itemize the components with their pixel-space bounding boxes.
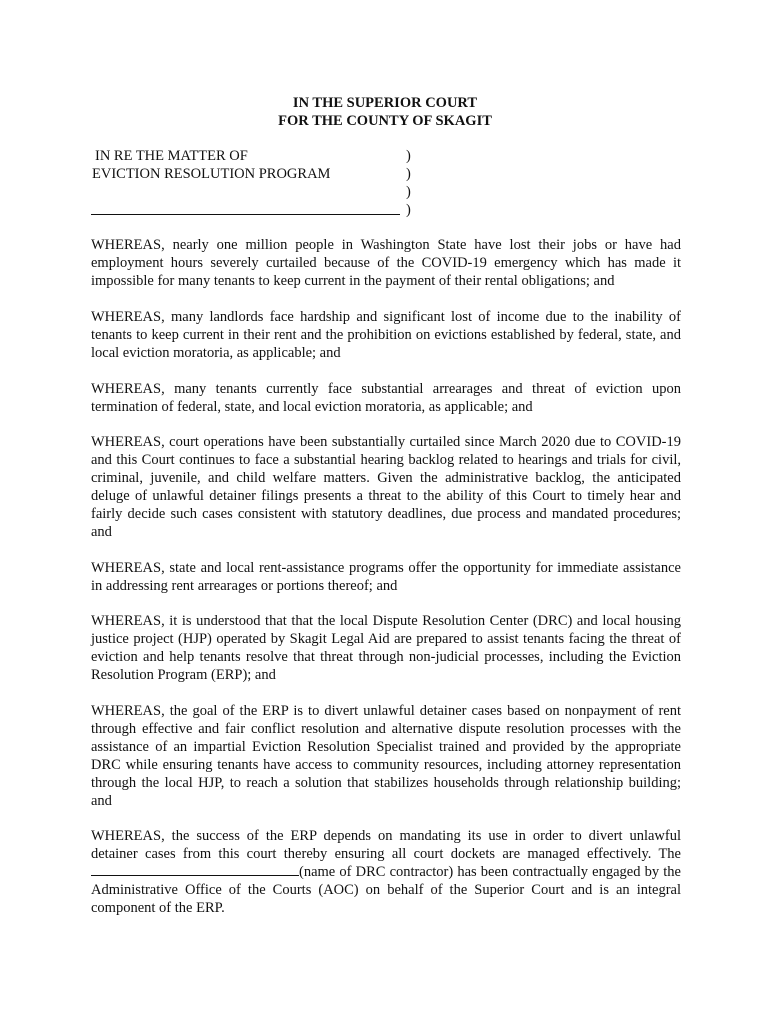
whereas-paragraph-4: WHEREAS, court operations have been substantially curtailed since March 2020 due to COVID-19 and this Court continues to face a substantial hearing backlog related to hearings and trials for civil, criminal, juvenile, and child welfare matters. Given the administrative backlog, the anticipated deluge of unlawful detainer filings presents a threat to the ability of this Court to timely hear and fairly decide such cases consistent with statutory deadlines, due process and mandated procedures; and — [91, 434, 681, 540]
caption-signature-rule — [91, 214, 400, 215]
whereas-paragraph-7: WHEREAS, the goal of the ERP is to divert unlawful detainer cases based on nonpayment of rent through effective and fair conflict resolution and alternative dispute resolution processes with the assistance of an impartial Eviction Resolution Specialist trained and provided by the appropriate DRC while ensuring tenants have access to community resources, including attorney representation through the local HJP, to reach a solution that stabilizes households through relationship building; and — [91, 703, 681, 809]
whereas-paragraph-8 — [91, 827, 681, 917]
whereas-paragraph-5: WHEREAS, state and local rent-assistance programs offer the opportunity for immediate assistance in addressing rent arrearages or portions thereof; and — [91, 560, 681, 594]
caption-line-2: EVICTION RESOLUTION PROGRAM — [92, 166, 331, 182]
caption-paren: ) — [406, 184, 411, 200]
whereas-paragraph-3: WHEREAS, many tenants currently face substantial arrearages and threat of eviction upon termination of federal, state, and local eviction moratoria, as applicable; and — [91, 381, 681, 415]
caption-paren: ) — [406, 166, 411, 182]
drc-contractor-name-blank — [91, 863, 299, 876]
whereas-paragraph-6: WHEREAS, it is understood that that the local Dispute Resolution Center (DRC) and local housing justice project (HJP) operated by Skagit Legal Aid are prepared to assist tenants facing the threat of eviction and help tenants resolve that threat through non-judicial processes, including the Eviction Resolution Program (ERP); and — [91, 613, 681, 683]
paragraph-8-text-before-blank: WHEREAS, the success of the ERP depends on mandating its use in order to divert unlawful detainer cases from this court thereby ensuring all court dockets are managed effectively. The — [91, 828, 681, 862]
caption-parentheses — [406, 147, 411, 219]
paragraph-8-text-after-blank: (name of DRC contractor) has been contractually engaged by the Administrative Office of the Courts (AOC) on behalf of the Superior Court and is an integral component of the ERP. — [91, 864, 681, 916]
caption-line-1: IN RE THE MATTER OF — [95, 148, 248, 164]
caption-paren: ) — [406, 202, 411, 218]
caption-paren: ) — [406, 148, 411, 164]
court-heading-line-1: IN THE SUPERIOR COURT — [292, 95, 478, 111]
whereas-paragraph-2: WHEREAS, many landlords face hardship and significant lost of income due to the inability of tenants to keep current in their rent and the prohibition on evictions established by federal, state, and local eviction moratoria, as applicable; and — [91, 309, 681, 361]
whereas-paragraph-1: WHEREAS, nearly one million people in Washington State have lost their jobs or have had employment hours severely curtailed because of the COVID-19 emergency which has made it impossible for many tenants to keep current in the payment of their rental obligations; and — [91, 237, 681, 289]
case-caption — [92, 147, 330, 183]
court-heading-line-2: FOR THE COUNTY OF SKAGIT — [278, 113, 492, 129]
